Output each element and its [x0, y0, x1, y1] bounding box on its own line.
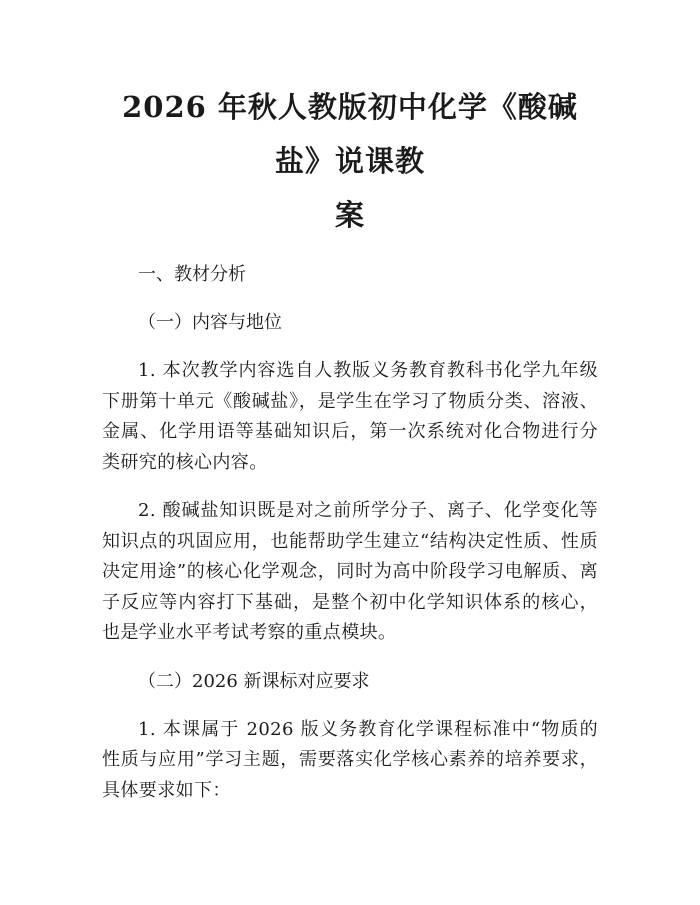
paragraph-content-1: 1. 本次教学内容选自人教版义务教育教科书化学九年级下册第十单元《酸碱盐》，是学生在学习了物质分类、溶液、金属、化学用语等基础知识后，第一次系统对化合物进行分类研究的核心内容。 [102, 360, 598, 473]
subsection-heading-curriculum-standard: （二）2026 新课标对应要求 [138, 670, 370, 692]
title-line-1: 2026 年秋人教版初中化学《酸碱盐》说课教 [122, 90, 578, 178]
paragraph-standard-1: 1. 本课属于 2026 版义务教育化学课程标准中“物质的性质与应用”学习主题，需要落实化学核心素养的培养要求，具体要求如下： [102, 718, 598, 801]
subsection-heading-content-position: （一）内容与地位 [138, 312, 282, 333]
paragraph-content-2: 2. 酸碱盐知识既是对之前所学分子、离子、化学变化等知识点的巩固应用，也能帮助学生建立“结构决定性质、性质决定用途”的核心化学观念，同时为高中阶段学习电解质、离子反应等内容打下基础，是整个初中化学知识体系的核心，也是学业水平考试考察的重点模块。 [102, 500, 598, 643]
title-line-2: 案 [334, 198, 365, 232]
section-heading-textbook-analysis: 一、教材分析 [138, 264, 246, 285]
document-body [102, 260, 598, 806]
document-title [102, 80, 598, 242]
